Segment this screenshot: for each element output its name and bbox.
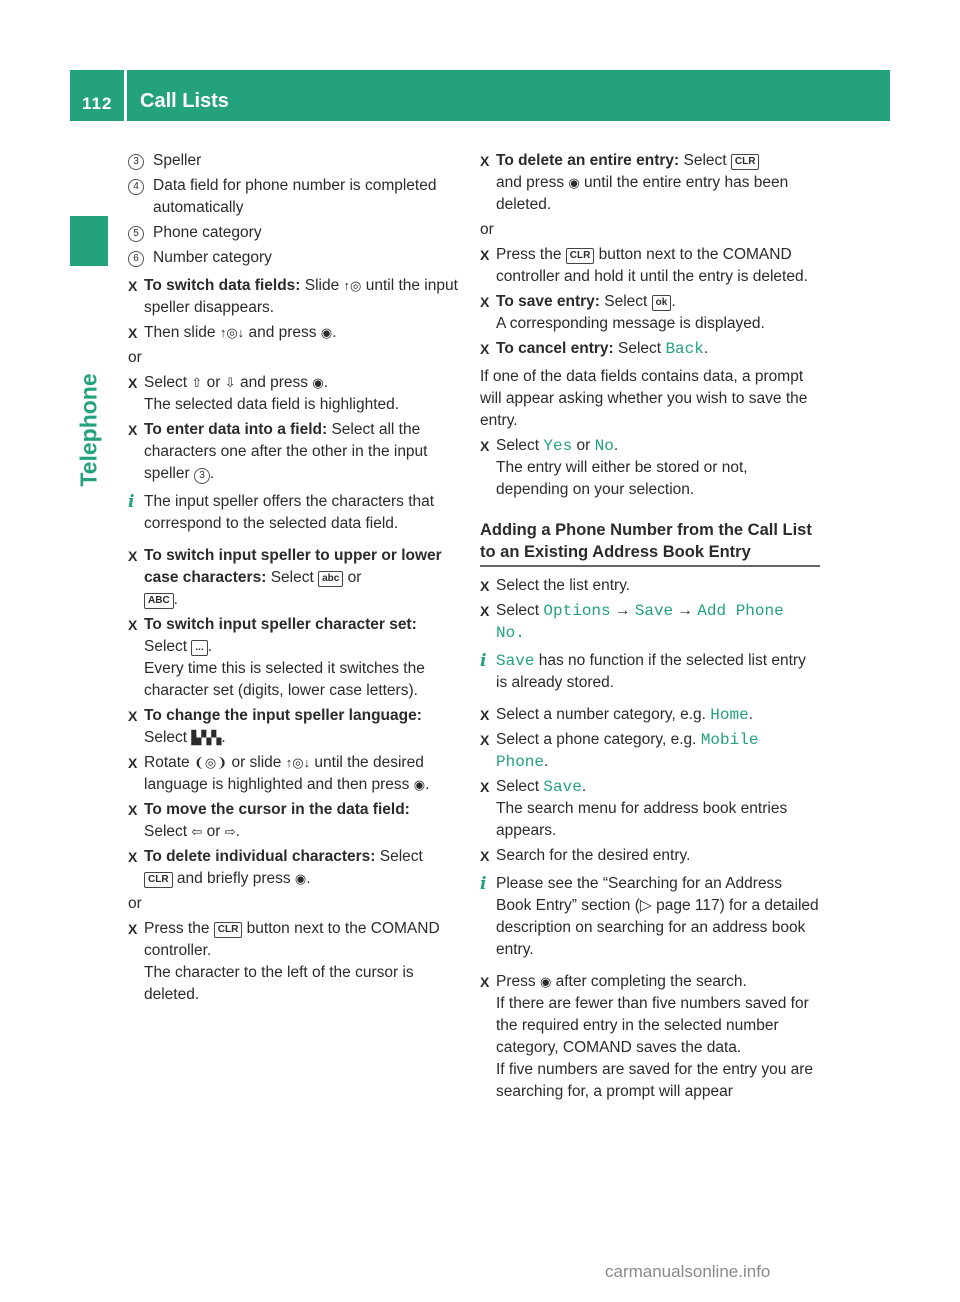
right-column xyxy=(480,150,820,1106)
bullet-icon: X xyxy=(480,578,490,594)
up-arrow-icon: ↑ xyxy=(343,278,351,293)
section-heading: Adding a Phone Number from the Call List to an Existing Address Book Entry xyxy=(480,519,820,567)
up-arrow-icon: ↑ xyxy=(219,325,227,340)
up-arrow-icon: ⇧ xyxy=(191,375,203,390)
menu-yes: Yes xyxy=(543,437,573,455)
or-text: or xyxy=(480,221,494,238)
uppercase-key: ABC xyxy=(144,593,174,609)
rotate-left-icon: ❨ xyxy=(193,755,205,770)
down-arrow-icon: ↓ xyxy=(303,755,311,770)
menu-back: Back xyxy=(665,340,704,358)
down-arrow-icon: ↓ xyxy=(237,325,245,340)
step-item: X Search for the desired entry. xyxy=(480,845,820,867)
legend-item: 5 Phone category xyxy=(128,222,468,244)
info-note: i Save has no function if the selected list entry is already stored. xyxy=(480,651,806,691)
step-item: X Then slide ↑◎↓ and press ◉. xyxy=(128,322,468,344)
press-icon: ◉ xyxy=(294,871,307,886)
step-item: X Press ◉ after completing the search. If there are fewer than five numbers saved for the required entry in the selected number category, COMAND saves the data. If five numbers are saved for the entry you are searching for, a prompt will appear xyxy=(480,973,814,1100)
step-item: X Select Options → Save → Add Phone No. xyxy=(480,602,784,642)
bullet-icon: X xyxy=(480,153,490,169)
bullet-icon: X xyxy=(128,708,138,724)
controller-icon: ◎ xyxy=(292,755,304,770)
press-icon: ◉ xyxy=(413,777,426,792)
step-item: X To move the cursor in the data field: Select ⇦ or ⇨. xyxy=(128,801,410,840)
bullet-icon: X xyxy=(480,732,490,748)
charset-key: ... xyxy=(191,640,207,656)
down-arrow-icon: ⇩ xyxy=(224,375,236,390)
bullet-icon: X xyxy=(128,422,138,438)
bullet-icon: X xyxy=(128,755,138,771)
clr-key: CLR xyxy=(214,922,243,938)
bullet-icon: X xyxy=(128,278,138,294)
step-item: X To delete an entire entry: Select CLR and press ◉ until the entire entry has been deleted. xyxy=(480,152,789,213)
press-icon: ◉ xyxy=(539,974,552,989)
step-item: X To change the input speller language: Select ▙▚▚. xyxy=(128,707,422,746)
ok-key: ok xyxy=(652,295,672,311)
bullet-icon: X xyxy=(480,247,490,263)
step-item: X To enter data into a field: Select all the characters one after the other in the input speller 3 . xyxy=(128,421,428,482)
bullet-icon: X xyxy=(480,707,490,723)
left-column xyxy=(128,150,468,1009)
bullet-icon: X xyxy=(480,294,490,310)
page-number: 112 xyxy=(82,94,113,113)
step-item: X To switch data fields: Slide ↑◎ until the input speller disappears. xyxy=(128,277,458,316)
bullet-icon: X xyxy=(128,325,138,341)
step-item: X Select the list entry. xyxy=(480,575,820,597)
number-badge: 5 xyxy=(128,226,144,242)
or-text: or xyxy=(128,349,142,366)
bullet-icon: X xyxy=(128,375,138,391)
menu-no: No xyxy=(594,437,614,455)
info-icon: i xyxy=(480,874,487,894)
controller-icon: ◎ xyxy=(350,278,362,293)
menu-options: Options xyxy=(543,602,611,620)
bullet-icon: X xyxy=(128,617,138,633)
header-separator xyxy=(124,70,127,121)
paragraph: If one of the data fields contains data, a prompt will appear asking whether you wish to save the entry. xyxy=(480,368,808,429)
lowercase-key: abc xyxy=(318,571,343,587)
bullet-icon: X xyxy=(128,849,138,865)
legend-item: 6 Number category xyxy=(128,247,468,269)
bullet-icon: X xyxy=(480,779,490,795)
bullet-icon: X xyxy=(128,802,138,818)
step-item: X To switch input speller character set: Select ... . Every time this is selected it switches the character set (digits, lower case letters). xyxy=(128,616,425,699)
bullet-icon: X xyxy=(480,848,490,864)
controller-icon: ◎ xyxy=(204,755,217,770)
legend-item: 3 Speller xyxy=(128,150,468,172)
side-tab xyxy=(70,330,108,530)
info-icon: i xyxy=(480,651,487,671)
side-tab-block xyxy=(70,216,108,266)
bullet-icon: X xyxy=(128,548,138,564)
info-note: i The input speller offers the characters that correspond to the selected data field. xyxy=(128,492,435,532)
step-item: X Press the CLR button next to the COMAND controller. The character to the left of the cursor is deleted. xyxy=(128,920,440,1003)
side-tab-label: Telephone xyxy=(75,373,102,487)
watermark: carmanualsonline.info xyxy=(605,1262,771,1281)
press-icon: ◉ xyxy=(568,175,580,190)
info-note: i Please see the “Searching for an Address Book Entry” section (▷ page 117) for a detailed description on searching for an address book entry. xyxy=(480,874,819,958)
step-item: X Rotate ❨◎❩ or slide ↑◎↓ until the desired language is highlighted and then press ◉. xyxy=(128,754,430,793)
step-item: X Select ⇧ or ⇩ and press ◉. The selected data field is highlighted. xyxy=(128,374,400,413)
press-icon: ◉ xyxy=(320,325,333,340)
bullet-icon: X xyxy=(480,603,490,619)
controller-icon: ◎ xyxy=(226,325,238,340)
step-item: X Press the CLR button next to the COMAND controller and hold it until the entry is deleted. xyxy=(480,246,808,285)
menu-add-phone: Add Phone No. xyxy=(496,602,784,642)
bullet-icon: X xyxy=(480,974,490,990)
step-item: X To switch input speller to upper or lower case characters: Select abc or ABC . xyxy=(128,547,442,608)
step-item: X To cancel entry: Select Back. xyxy=(480,340,709,358)
menu-save: Save xyxy=(634,602,674,620)
up-arrow-icon: ↑ xyxy=(285,755,293,770)
clr-key: CLR xyxy=(566,248,595,264)
clr-key: CLR xyxy=(144,872,173,888)
step-item: X Select Yes or No. The entry will either be stored or not, depending on your selection. xyxy=(480,437,748,498)
info-icon: i xyxy=(128,492,135,512)
menu-home: Home xyxy=(710,706,749,724)
left-arrow-icon: ⇦ xyxy=(191,824,203,839)
bullet-icon: X xyxy=(480,438,490,454)
clr-key: CLR xyxy=(731,154,760,170)
rotate-right-icon: ❩ xyxy=(216,755,228,770)
menu-save: Save xyxy=(543,778,582,796)
step-item: X To save entry: Select ok . A corresponding message is displayed. xyxy=(480,293,765,332)
step-item: X To delete individual characters: Select CLR and briefly press ◉. xyxy=(128,848,423,887)
step-item: X Select Save. The search menu for address book entries appears. xyxy=(480,778,788,839)
language-icon: ▙▚▚ xyxy=(191,730,222,745)
menu-mobile: Mobile Phone xyxy=(496,731,759,771)
or-text: or xyxy=(128,895,142,912)
number-badge: 3 xyxy=(128,154,144,170)
step-item: X Select a number category, e.g. Home. xyxy=(480,706,753,724)
step-item: X Select a phone category, e.g. Mobile Phone. xyxy=(480,731,759,771)
bullet-icon: X xyxy=(128,921,138,937)
press-icon: ◉ xyxy=(312,375,324,390)
number-badge: 4 xyxy=(128,179,144,195)
legend-item: 4 Data field for phone number is completed automatically xyxy=(128,175,468,219)
bullet-icon: X xyxy=(480,341,490,357)
number-badge: 6 xyxy=(128,251,144,267)
right-arrow-icon: ⇨ xyxy=(224,824,236,839)
number-badge: 3 xyxy=(194,468,210,484)
menu-save: Save xyxy=(496,652,535,670)
page-title: Call Lists xyxy=(140,90,229,112)
